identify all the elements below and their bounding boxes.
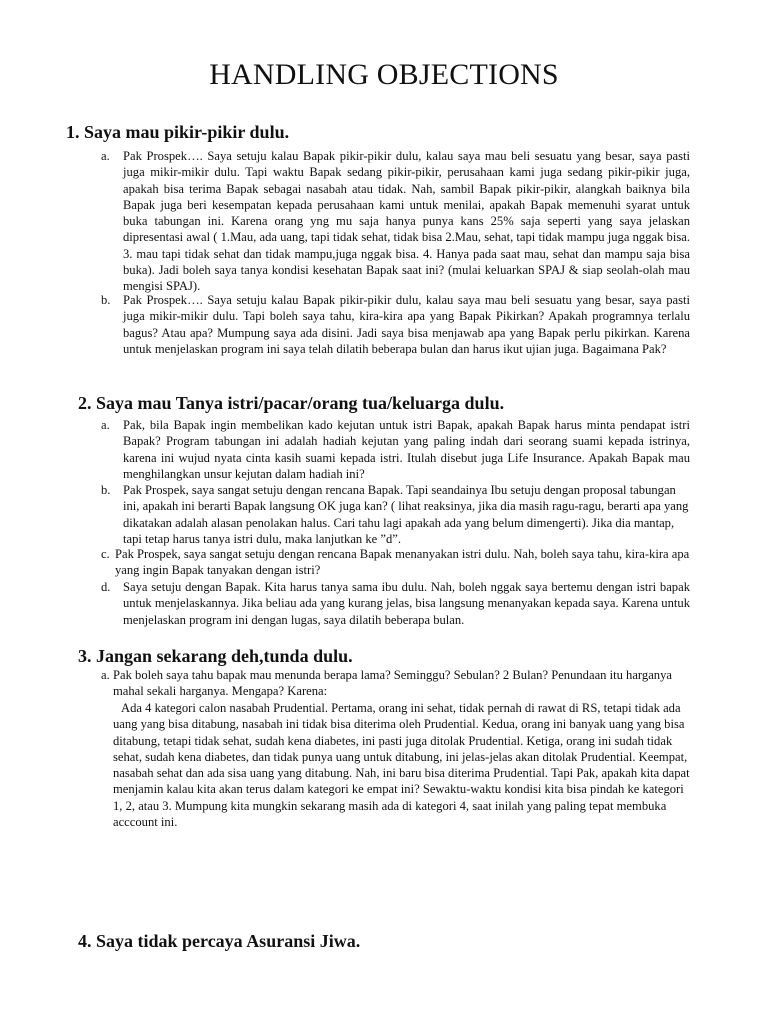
section-3-paragraph: Ada 4 kategori calon nasabah Prudential. Pertama, orang ini sehat, tidak pernah di rawat di RS, tetapi tidak ada uang yang bisa ditabung, nasabah ini tidak bisa diterima oleh Prudential. Kedua, orang ini banyak uang yang bisa ditabung, tetapi tidak sehat, sudah kena diabetes, ini pasti juga ditolak Prudential. Ketiga, orang ini sudah tidak sehat, sudah kena diabetes, dan tidak punya uang untuk ditabung, ini jelas-jelas akan ditolak Prudential. Keempat, nasabah sehat dan ada sisa uang yang ditabung. Nah, ini baru bisa diterima Prudential. Tapi Pak, apakah kita dapat menjamin kalau kita akan terus dalam kategori ke empat ini? Sewaktu-waktu kondisi kita bisa pindah ke kategori 1, 2, atau 3. Mumpung kita mungkin sekarang masih ada di kategori 4, saat inilah yang paling tepat membuka acccount ini.	[113, 701, 690, 830]
section-2-heading: 2. Saya mau Tanya istri/pacar/orang tua/keluarga dulu.	[78, 393, 505, 413]
section-2-item-b-marker: b.	[101, 483, 111, 497]
section-2-item-c-text: Pak Prospek, saya sangat setuju dengan rencana Bapak menanyakan istri dulu. Nah, boleh saya tahu, kira-kira apa yang ingin Bapak tanyakan dengan istri?	[115, 547, 690, 578]
section-2-item-d-text: Saya setuju dengan Bapak. Kita harus tanya sama ibu dulu. Nah, boleh nggak saya bertemu dengan istri bapak untuk menjelaskannya. Jika beliau ada yang kurang jelas, bisa langsung menanyakan kepada saya. Karena untuk menjelaskan program ini dengan lugas, saya dilatih beberapa bulan.	[123, 580, 690, 627]
section-2-item-d-marker: d.	[101, 580, 111, 594]
section-2-item-b-text: Pak Prospek, saya sangat setuju dengan rencana Bapak. Tapi seandainya Ibu setuju dengan proposal tabungan ini, apakah ini berarti Bapak langsung OK juga kan? ( lihat reaksinya, jika dia masih ragu-ragu, berarti apa yang dikatakan adalah alasan penolakan halus. Cari tahu lagi apakah ada yang belum dimengerti). Jika dia mantap, tapi tetap harus tanya istri dulu, maka lanjutkan ke ”d”.	[123, 483, 689, 546]
section-3-heading: 3. Jangan sekarang deh,tunda dulu.	[78, 646, 353, 666]
section-3-item-a-marker: a.	[101, 668, 110, 682]
section-2-item-a-marker: a.	[101, 418, 110, 432]
section-4-heading: 4. Saya tidak percaya Asuransi Jiwa.	[78, 931, 361, 951]
section-1-item-b-marker: b.	[101, 293, 111, 307]
page-title: HANDLING OBJECTIONS	[209, 58, 559, 91]
section-1-item-a-text: Pak Prospek…. Saya setuju kalau Bapak pikir-pikir dulu, kalau saya mau beli sesuatu yang besar, saya pasti juga mikir-mikir dulu. Tapi waktu Bapak sedang pikir-pikir, perusahaan kami juga sedang pikir-pikir juga, apakah bisa terima Bapak sebagai nasabah atau tidak. Nah, sambil Bapak pikir-pikir, alangkah baiknya bila Bapak juga beri kesempatan kepada perusahaan kami untuk menilai, apakah Bapak memenuhi syarat untuk buka tabungan ini. Karena orang yng mu saja hanya punya kans 25% saja seperti yang saya jelaskan dipresentasi awal ( 1.Mau, ada uang, tapi tidak sehat, tidak bisa 2.Mau, sehat, tapi tidak mampu juga nggak bisa. 3. mau tapi tidak sehat dan tidak mampu,juga nggak bisa. 4. Hanya pada saat mau, sehat dan mampu saja bisa buka). Jadi boleh saya tanya kondisi kesehatan Bapak saat ini? (mulai keluarkan SPAJ & siap seolah-olah mau mengisi SPAJ).	[123, 149, 690, 294]
section-2-item-a-text: Pak, bila Bapak ingin membelikan kado kejutan untuk istri Bapak, apakah Bapak harus minta pendapat istri Bapak? Program tabungan ini adalah hadiah kejutan yang paling indah dari seorang suami kepada istrinya, karena ini wujud nyata cinta kasih suami kepada istri. Itulah disebut juga Life Insurance. Apakah Bapak mau menghilangkan unsur kejutan dalam hadiah ini?	[123, 418, 690, 481]
section-1-heading: 1. Saya mau pikir-pikir dulu.	[66, 122, 290, 142]
section-2-item-c-marker: c.	[101, 547, 110, 561]
section-1-item-b-text: Pak Prospek…. Saya setuju kalau Bapak pikir-pikir dulu, kalau saya mau beli sesuatu yang besar, saya pasti juga mikir-mikir dulu. Tapi boleh saya tahu, kira-kira apa yang Bapak Pikirkan? Apakah programnya terlalu bagus? Atau apa? Mumpung saya ada disini. Jadi saya bisa menjawab apa yang Bapak perlu pikirkan. Karena untuk menjelaskan program ini saya telah dilatih beberapa bulan dan harus ikut ujian juga. Bagaimana Pak?	[123, 293, 690, 356]
section-3-item-a-text: Pak boleh saya tahu bapak mau menunda berapa lama? Seminggu? Sebulan? 2 Bulan? Penundaan itu harganya mahal sekali harganya. Mengapa? Karena:	[113, 668, 672, 699]
section-1-item-a-marker: a.	[101, 149, 110, 163]
